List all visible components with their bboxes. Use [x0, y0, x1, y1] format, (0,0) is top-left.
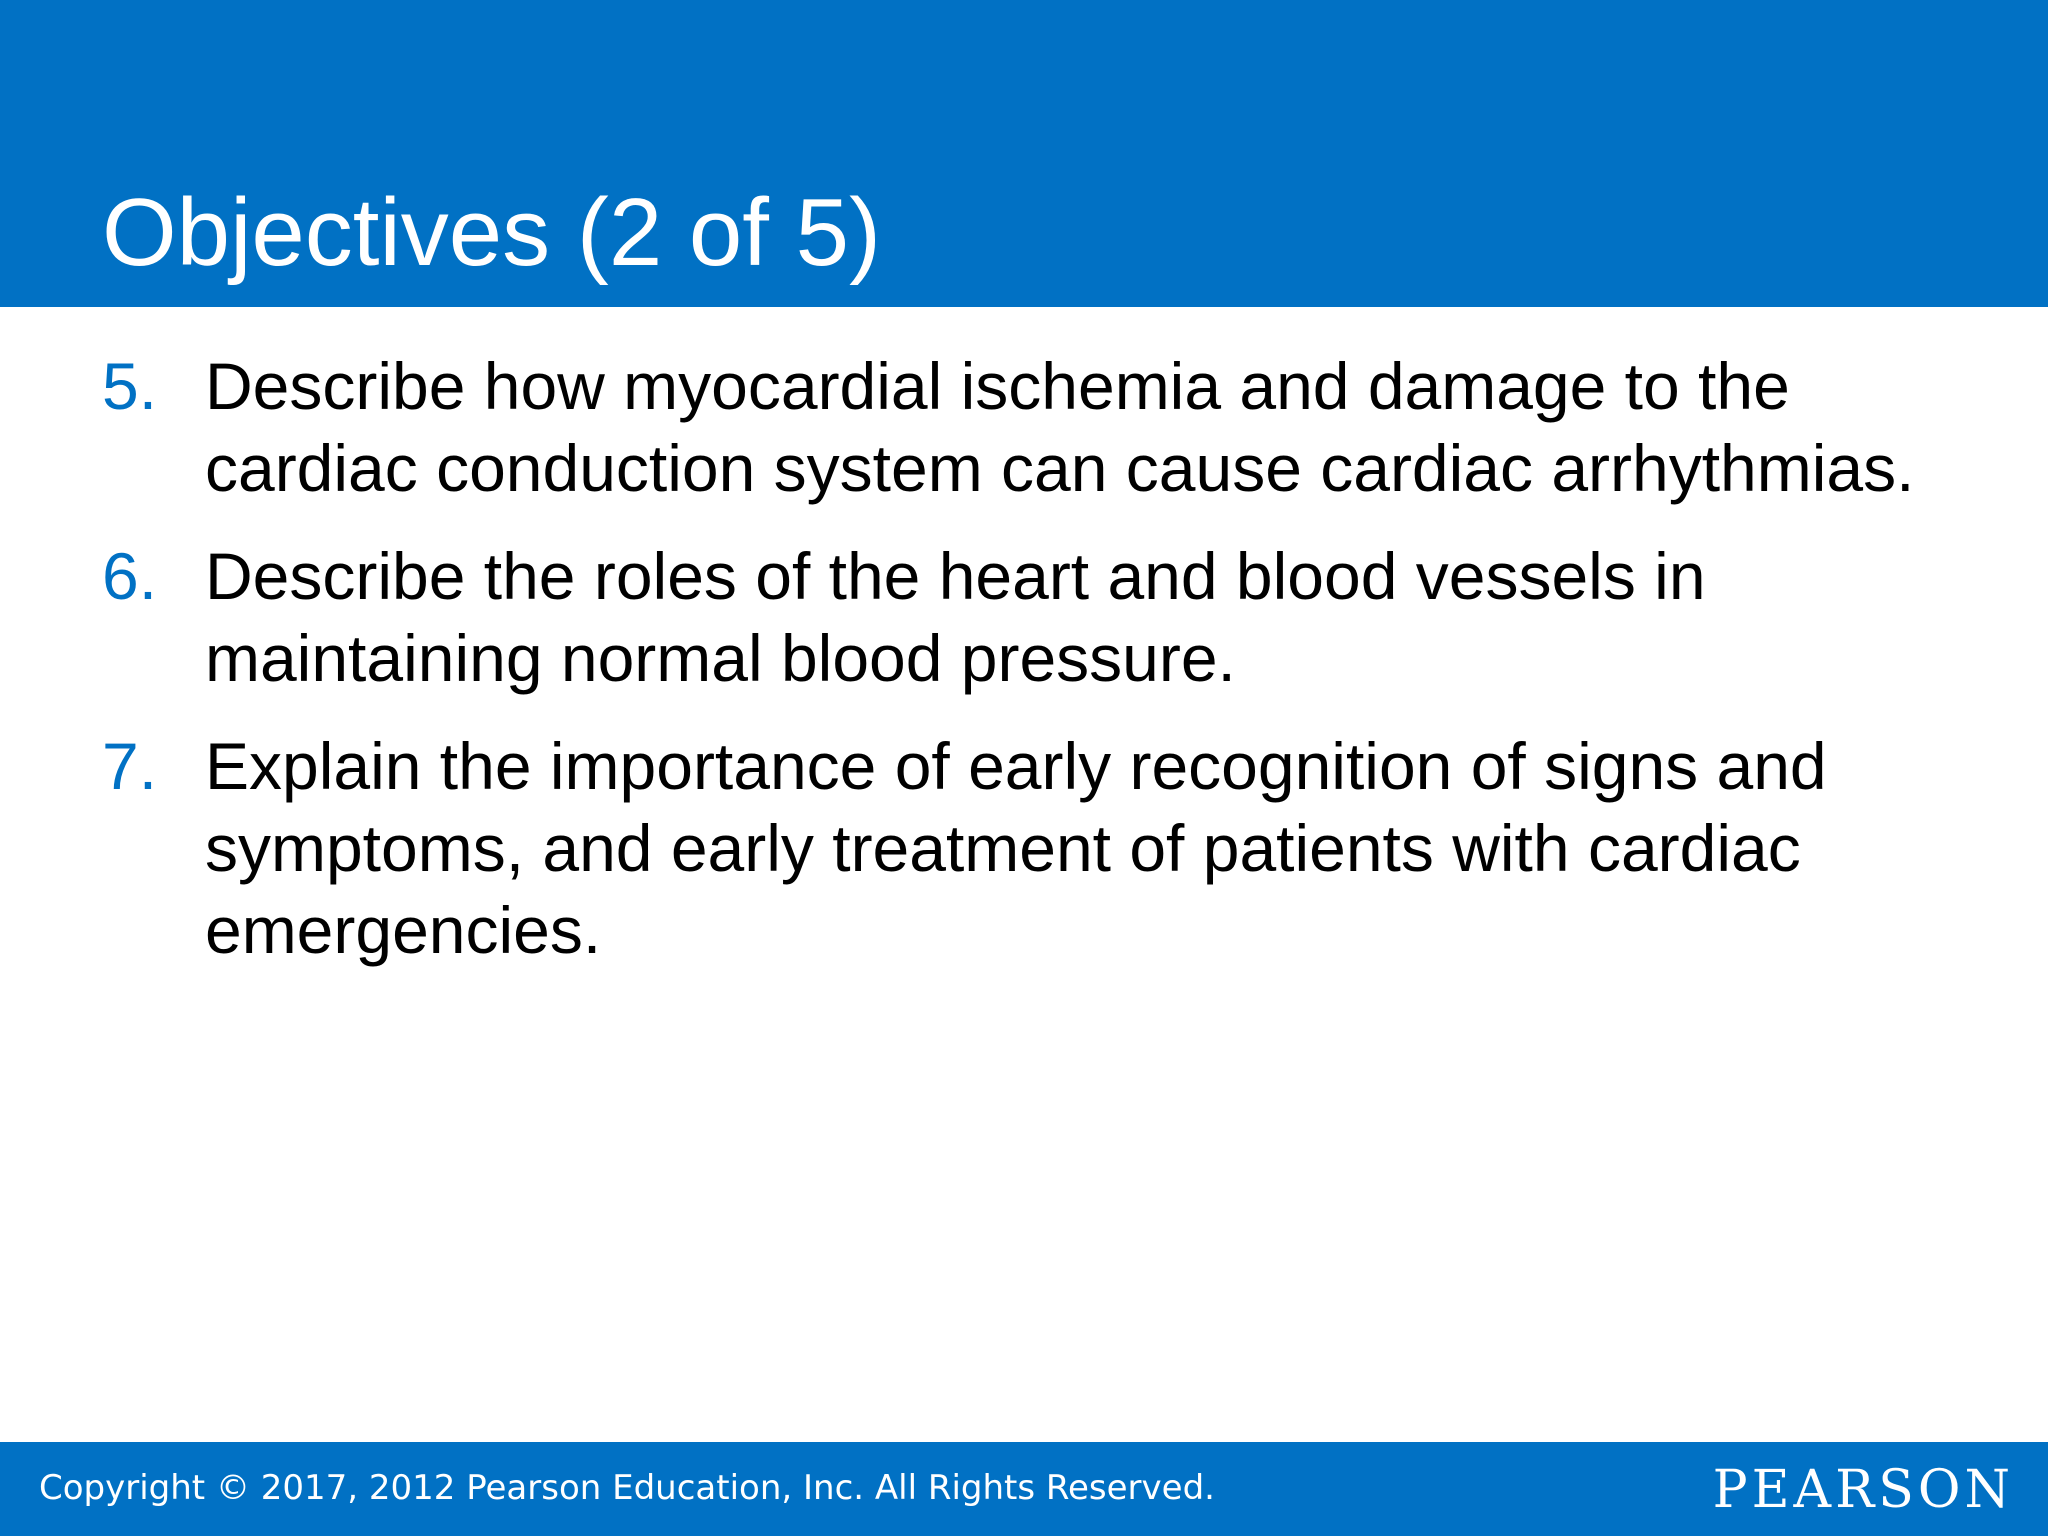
- objective-item: [102, 725, 1982, 971]
- title-bar: [0, 0, 2048, 307]
- slide-title: Objectives (2 of 5): [102, 179, 881, 286]
- objective-text: Describe the roles of the heart and blood vessels in maintaining normal blood pressure.: [205, 539, 1706, 695]
- pearson-logo-area: [1712, 1442, 2048, 1536]
- objective-text: Explain the importance of early recognition of signs and symptoms, and early treatment of patients with cardiac emergencies.: [205, 729, 1827, 967]
- footer-bar: [0, 1442, 2048, 1536]
- objective-item: [102, 345, 1982, 509]
- copyright-notice: Copyright © 2017, 2012 Pearson Education, Inc. All Rights Reserved.: [39, 1468, 1215, 1508]
- objective-number: 7.: [102, 729, 158, 803]
- objective-item: [102, 535, 1982, 699]
- pearson-logo: PEARSON: [1712, 1460, 2014, 1520]
- objective-number: 5.: [102, 349, 158, 423]
- objective-text: Describe how myocardial ischemia and damage to the cardiac conduction system can cause cardiac arrhythmias.: [205, 349, 1915, 505]
- objectives-list: [102, 345, 1982, 997]
- objective-number: 6.: [102, 539, 158, 613]
